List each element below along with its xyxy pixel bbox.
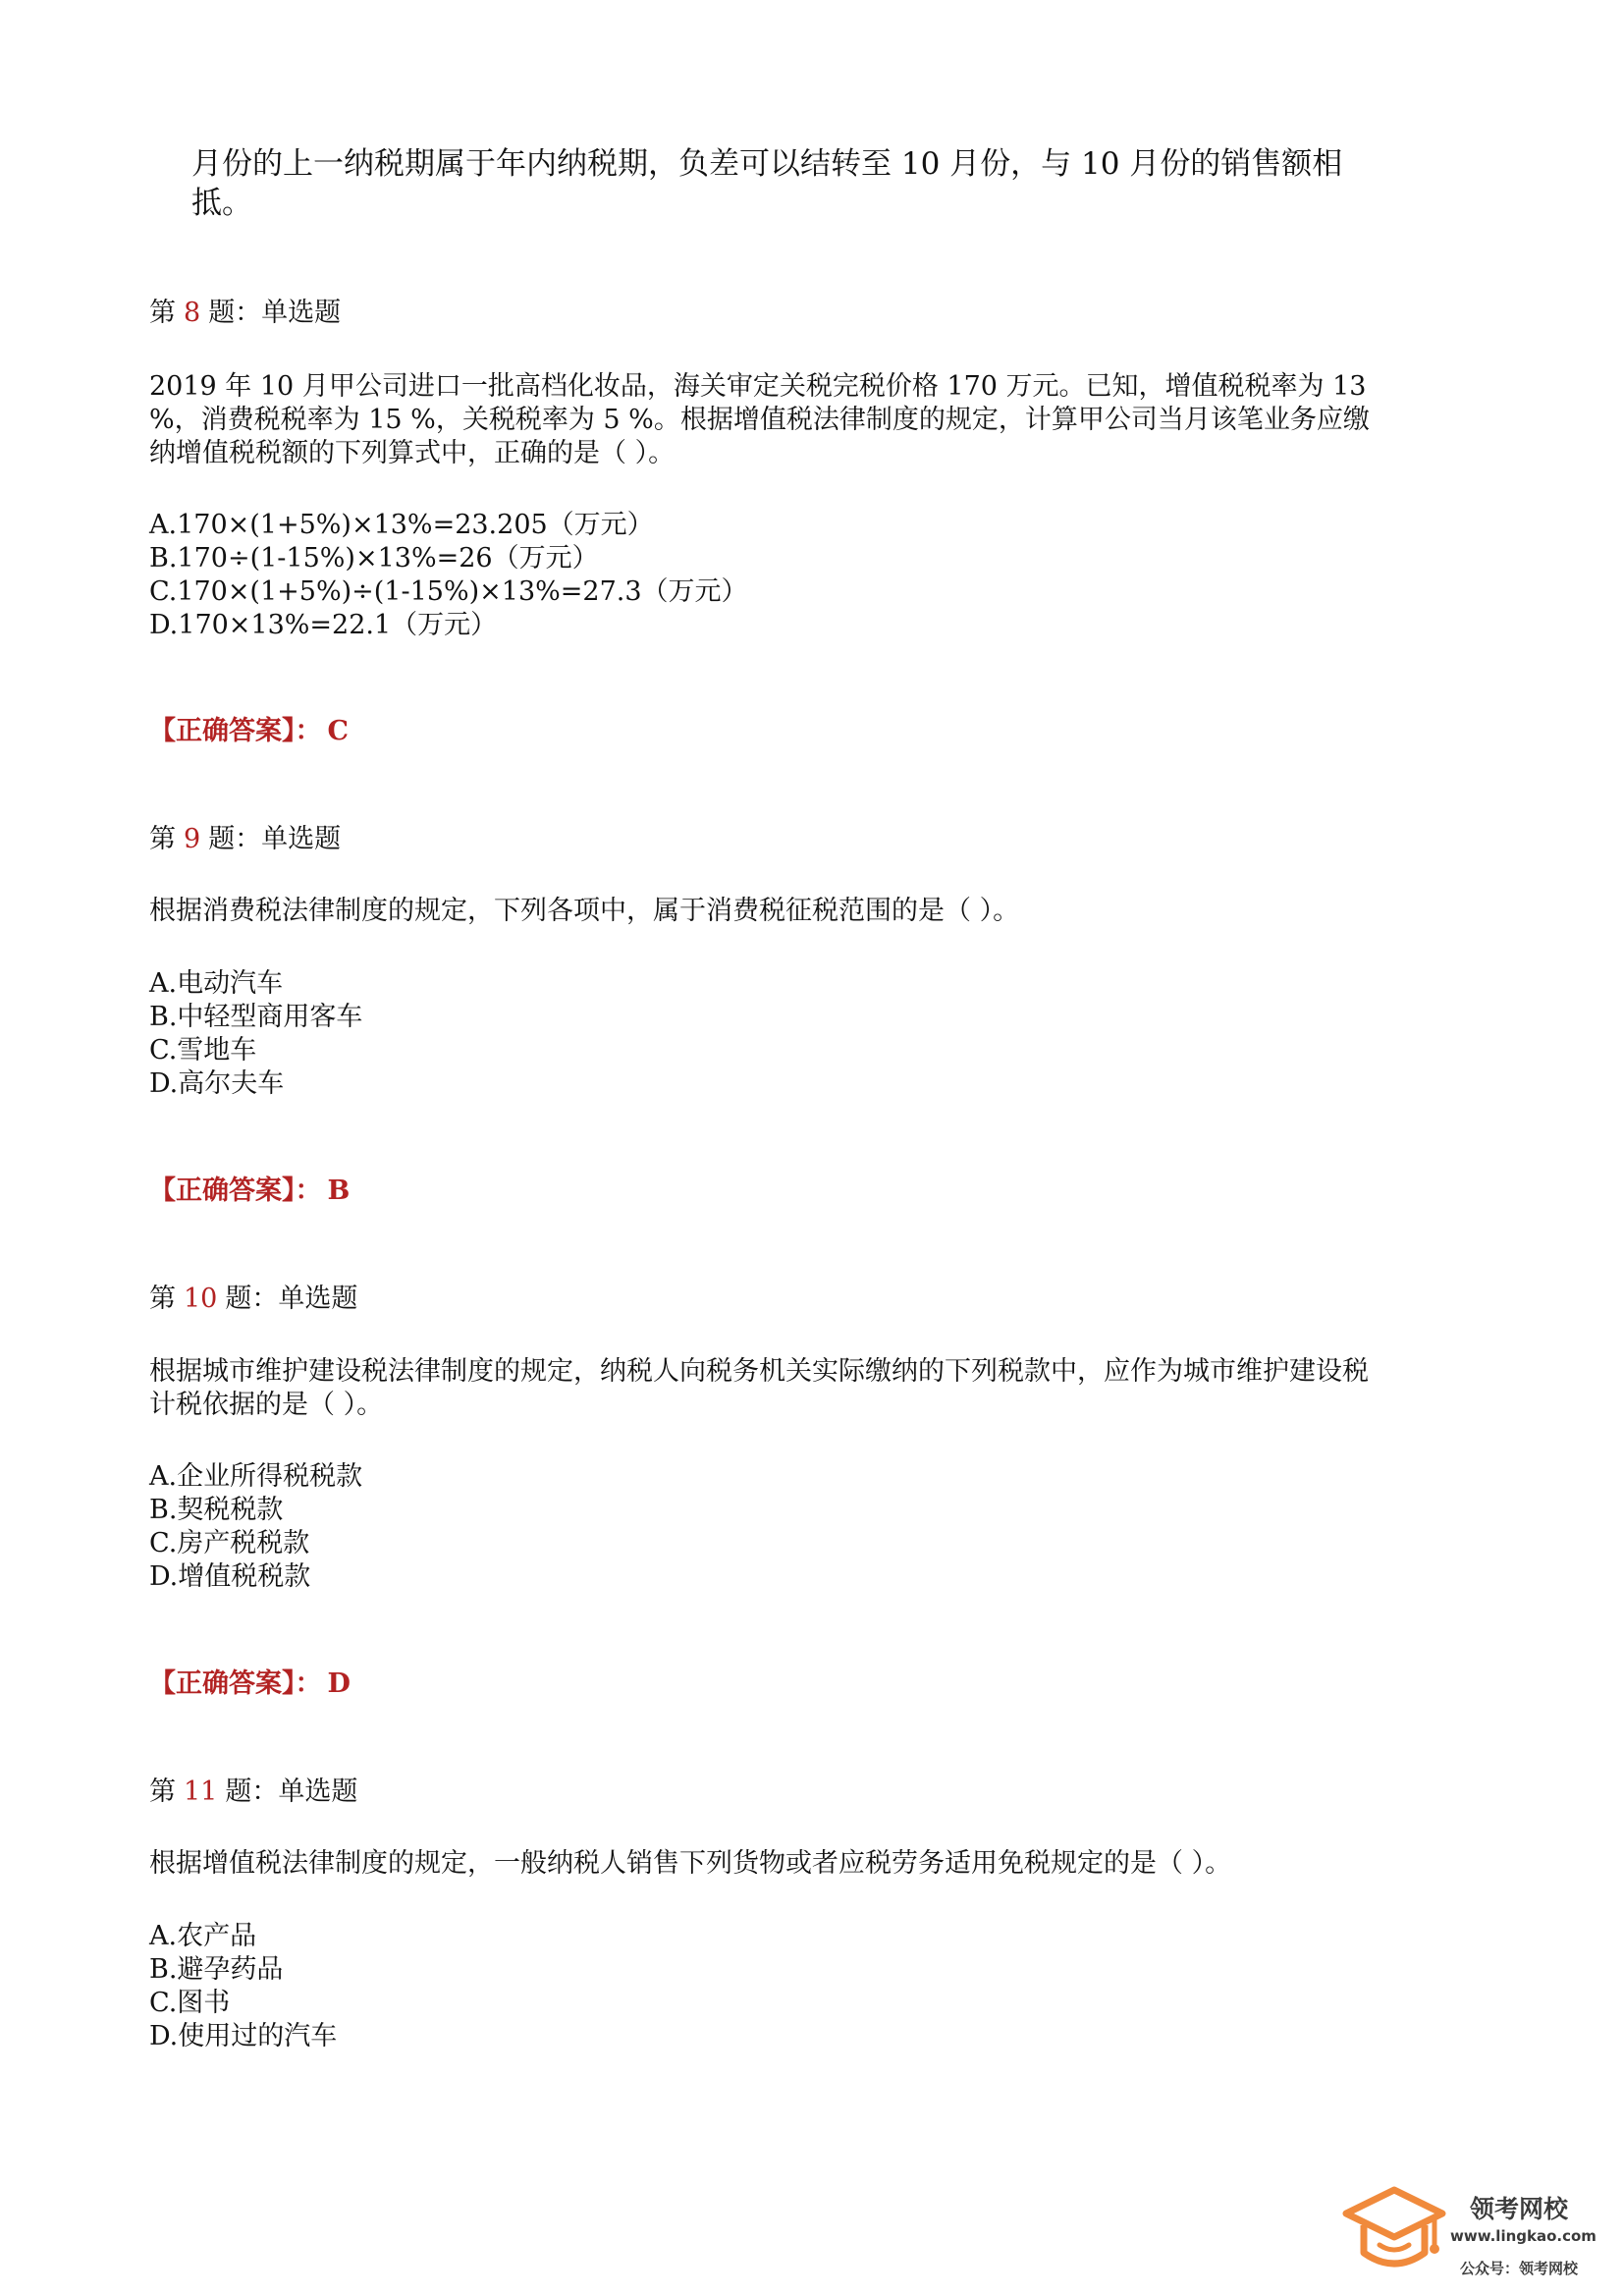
answer-label: 【正确答案】：: [149, 1668, 322, 1699]
option-c: C.雪地车: [149, 1035, 257, 1066]
question-10-options: [149, 1460, 362, 1594]
question-10-header: [149, 1283, 357, 1316]
answer-label: 【正确答案】：: [149, 716, 322, 746]
question-number: 9: [184, 824, 201, 854]
option-d: D.使用过的汽车: [149, 2021, 338, 2051]
question-8-options: [149, 509, 748, 642]
question-8-answer: [149, 715, 349, 748]
question-8-header: [149, 297, 341, 330]
option-d: D.增值税税款: [149, 1561, 311, 1592]
question-10-stem-line-1: 根据城市维护建设税法律制度的规定，纳税人向税务机关实际缴纳的下列税款中，应作为城市维护建设税: [149, 1356, 1369, 1387]
question-prefix: 第: [149, 824, 176, 854]
option-a: A.170×(1+5%)×13%=23.205（万元）: [149, 510, 654, 540]
question-type: 题：单选题: [208, 298, 342, 328]
question-10-stem-line-2: 计税依据的是（ ）。: [149, 1390, 384, 1420]
option-c: C.房产税税款: [149, 1528, 310, 1558]
logo-wechat: 公众号：领考网校: [1460, 2260, 1579, 2277]
option-a: A.电动汽车: [149, 968, 284, 999]
question-type: 题：单选题: [225, 1777, 358, 1807]
question-type: 题：单选题: [208, 824, 342, 854]
question-11-options: [149, 1920, 337, 2053]
question-9-header: [149, 823, 341, 856]
question-8-stem-line-1: 2019 年 10 月甲公司进口一批高档化妆品，海关审定关税完税价格 170 万元。已知，增值税税率为 13: [149, 371, 1367, 402]
option-b: B.170÷(1-15%)×13%=26（万元）: [149, 543, 599, 574]
question-11-stem-line-1: 根据增值税法律制度的规定，一般纳税人销售下列货物或者应税劳务适用免税规定的是（ ）。: [149, 1848, 1232, 1879]
option-a: A.企业所得税税款: [149, 1461, 363, 1492]
question-number: 11: [184, 1777, 218, 1807]
option-d: D.高尔夫车: [149, 1068, 285, 1099]
question-9-stem-line-1: 根据消费税法律制度的规定，下列各项中，属于消费税征税范围的是（ ）。: [149, 896, 1020, 926]
question-type: 题：单选题: [225, 1284, 358, 1314]
option-a: A.农产品: [149, 1921, 257, 1951]
option-b: B.中轻型商用客车: [149, 1002, 363, 1032]
question-8-stem-line-2: %，消费税税率为 15 %，关税税率为 5 %。根据增值税法律制度的规定，计算甲公司当月该笔业务应缴: [149, 405, 1370, 435]
question-11-header: [149, 1776, 357, 1809]
question-number: 10: [184, 1284, 218, 1314]
option-c: C.图书: [149, 1988, 231, 2018]
question-10-answer: [149, 1667, 351, 1701]
answer-letter: D: [327, 1668, 351, 1699]
question-8-stem-line-3: 纳增值税税额的下列算式中，正确的是（ ）。: [149, 438, 676, 468]
answer-label: 【正确答案】：: [149, 1175, 322, 1206]
option-b: B.契税税款: [149, 1495, 284, 1525]
question-number: 8: [184, 298, 201, 328]
lingkao-logo: [1340, 2176, 1615, 2289]
question-9-answer: [149, 1175, 350, 1208]
question-prefix: 第: [149, 1284, 176, 1314]
logo-url: www.lingkao.com: [1450, 2227, 1596, 2245]
continuation-line-1: 月份的上一纳税期属于年内纳税期，负差可以结转至 10 月份，与 10 月份的销售额相: [191, 146, 1343, 182]
graduation-cap-icon: [1340, 2184, 1448, 2282]
question-prefix: 第: [149, 298, 176, 328]
answer-letter: C: [327, 716, 349, 746]
continuation-line-2: 抵。: [191, 186, 252, 221]
question-9-options: [149, 967, 362, 1101]
answer-letter: B: [327, 1175, 351, 1206]
question-prefix: 第: [149, 1777, 176, 1807]
option-d: D.170×13%=22.1（万元）: [149, 610, 498, 640]
logo-title: 领考网校: [1470, 2195, 1569, 2223]
option-c: C.170×(1+5%)÷(1-15%)×13%=27.3（万元）: [149, 576, 748, 607]
option-b: B.避孕药品: [149, 1954, 284, 1985]
